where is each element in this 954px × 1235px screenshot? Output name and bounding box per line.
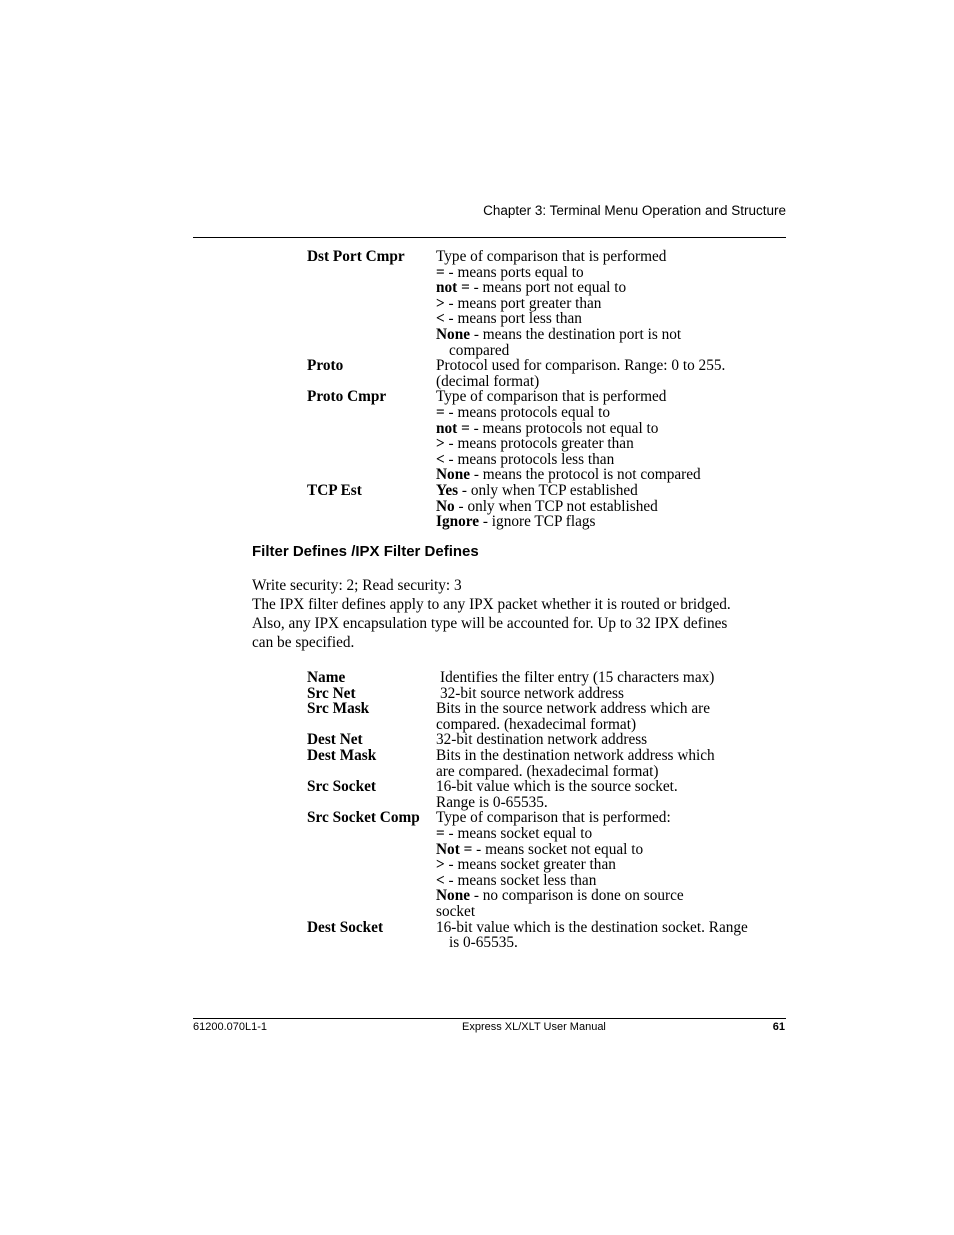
description-line [436, 374, 787, 390]
description-line [436, 421, 787, 437]
description-text: Type of comparison that is performed [436, 248, 667, 265]
definition-term: Name [307, 669, 346, 686]
description-line [436, 327, 787, 343]
description-text: Protocol used for comparison. Range: 0 to 255. [436, 357, 726, 375]
description-line [436, 748, 787, 764]
operator-keyword: < [436, 450, 445, 468]
definition-description [436, 483, 787, 530]
definition-row [307, 732, 787, 748]
intro-line: Also, any IPX encapsulation type will be accounted for. Up to 32 IPX defines [252, 615, 728, 632]
definition-term: Proto [307, 357, 344, 375]
description-text: Type of comparison that is performed: [436, 809, 671, 827]
definition-row [307, 779, 787, 810]
description-text: - means protocols not equal to [469, 419, 659, 437]
definition-row [307, 701, 787, 732]
description-text: socket [436, 902, 476, 920]
description-text: - means socket less than [444, 871, 597, 889]
description-line [436, 857, 787, 873]
operator-keyword: Yes [436, 481, 459, 499]
definition-term: Dest Socket [307, 918, 384, 936]
operator-keyword: = [436, 263, 445, 281]
description-line [436, 296, 787, 312]
ipx-filter-definition-list [307, 670, 787, 951]
description-line [436, 795, 787, 811]
definition-row [307, 249, 787, 358]
description-text: - only when TCP established [458, 481, 638, 499]
definition-term: Dst Port Cmpr [307, 248, 405, 265]
definition-row [307, 810, 787, 919]
operator-keyword: not = [436, 279, 470, 297]
footer-page-number: 61 [772, 1021, 785, 1033]
description-line [436, 717, 787, 733]
description-line [436, 358, 787, 374]
operator-keyword: Not = [436, 840, 473, 858]
operator-keyword: None [436, 466, 470, 484]
operator-keyword: = [436, 403, 445, 421]
operator-keyword: None [436, 325, 470, 343]
description-line [436, 888, 787, 904]
description-text: - ignore TCP flags [479, 513, 596, 531]
definition-row [307, 920, 787, 951]
description-text: 16-bit value which is the destination socket. Range [436, 918, 748, 936]
description-text: - means the destination port is not [470, 325, 682, 343]
description-text: - only when TCP not established [454, 497, 658, 515]
description-line [436, 405, 787, 421]
description-line [436, 810, 787, 826]
definition-row [307, 389, 787, 483]
definition-term: Src Socket [307, 778, 376, 796]
description-text: 16-bit value which is the source socket. [436, 778, 678, 796]
operator-keyword: Ignore [436, 513, 480, 531]
description-text: - means socket equal to [444, 824, 593, 842]
definition-description [436, 779, 787, 810]
description-line [436, 483, 787, 499]
description-line [436, 764, 787, 780]
description-line [436, 732, 787, 748]
description-text: Bits in the source network address which are [436, 700, 710, 718]
description-line [436, 265, 787, 281]
description-text: - means port not equal to [469, 279, 627, 297]
description-text: - means socket not equal to [472, 840, 644, 858]
description-line [436, 343, 787, 359]
intro-line: The IPX filter defines apply to any IPX packet whether it is routed or bridged. [252, 596, 731, 613]
description-text: - means protocols less than [444, 450, 615, 468]
description-text: - means port greater than [444, 294, 602, 312]
definition-description [436, 810, 787, 919]
definition-description [436, 920, 787, 951]
description-text: 32-bit source network address [440, 684, 624, 702]
description-text: - means socket greater than [444, 856, 616, 874]
definition-description [436, 249, 787, 358]
definition-term: Proto Cmpr [307, 388, 387, 406]
description-text: Range is 0-65535. [436, 793, 548, 811]
definition-description [436, 389, 787, 483]
footer-doc-number: 61200.070L1-1 [193, 1021, 268, 1033]
definition-description [436, 358, 787, 389]
definition-term: Dest Mask [307, 746, 377, 764]
definition-term: Src Socket Comp [307, 809, 420, 827]
definition-description [436, 732, 787, 748]
description-text: - means port less than [444, 310, 582, 328]
definition-term: Dest Net [307, 731, 363, 749]
description-line [436, 779, 787, 795]
description-text: (decimal format) [436, 372, 540, 390]
description-line [436, 311, 787, 327]
definition-row [307, 358, 787, 389]
description-text: - means protocols greater than [444, 435, 634, 453]
definition-term: Src Net [307, 684, 356, 702]
definition-row [307, 483, 787, 530]
footer-rule [193, 1018, 786, 1019]
definition-term: Src Mask [307, 700, 370, 718]
description-line [436, 701, 787, 717]
intro-line: can be specified. [252, 634, 355, 651]
description-line [436, 389, 787, 405]
description-text: - means the protocol is not compared [470, 466, 701, 484]
description-text: Identifies the filter entry (15 characters max) [440, 669, 715, 686]
header-rule [193, 237, 786, 238]
description-line [436, 873, 787, 889]
description-line [436, 499, 787, 515]
definition-row [307, 670, 787, 686]
section-heading: Filter Defines /IPX Filter Defines [252, 543, 479, 560]
description-line [436, 452, 787, 468]
description-line [436, 249, 787, 265]
description-text: - means ports equal to [444, 263, 584, 281]
definition-row [307, 748, 787, 779]
definition-description [436, 748, 787, 779]
description-text: - no comparison is done on source [470, 887, 684, 905]
operator-keyword: = [436, 824, 445, 842]
definition-description [436, 670, 787, 686]
operator-keyword: > [436, 294, 445, 312]
operator-keyword: < [436, 871, 445, 889]
operator-keyword: > [436, 856, 445, 874]
description-line [436, 935, 787, 951]
description-line [436, 514, 787, 530]
definition-description [436, 686, 787, 702]
chapter-header: Chapter 3: Terminal Menu Operation and Structure [483, 203, 786, 218]
definition-description [436, 701, 787, 732]
description-line [436, 436, 787, 452]
section-intro [252, 576, 792, 652]
ip-filter-definition-list [307, 249, 787, 530]
description-line [436, 280, 787, 296]
description-text: are compared. (hexadecimal format) [436, 762, 659, 780]
definition-row [307, 686, 787, 702]
operator-keyword: < [436, 310, 445, 328]
description-text: 32-bit destination network address [436, 731, 648, 749]
definition-term: TCP Est [307, 481, 362, 499]
description-line [436, 842, 787, 858]
description-text: compared [449, 341, 510, 359]
description-line [436, 826, 787, 842]
description-text: Bits in the destination network address which [436, 746, 715, 764]
description-line [436, 686, 787, 702]
operator-keyword: None [436, 887, 470, 905]
description-text: compared. (hexadecimal format) [436, 715, 637, 733]
security-line: Write security: 2; Read security: 3 [252, 577, 462, 594]
description-line [436, 670, 787, 686]
description-line [436, 920, 787, 936]
description-text: Type of comparison that is performed [436, 388, 667, 406]
description-line [436, 904, 787, 920]
description-text: is 0-65535. [449, 934, 518, 952]
operator-keyword: not = [436, 419, 470, 437]
operator-keyword: No [436, 497, 455, 515]
operator-keyword: > [436, 435, 445, 453]
description-text: - means protocols equal to [444, 403, 610, 421]
footer-manual-title: Express XL/XLT User Manual [462, 1021, 606, 1033]
description-line [436, 467, 787, 483]
